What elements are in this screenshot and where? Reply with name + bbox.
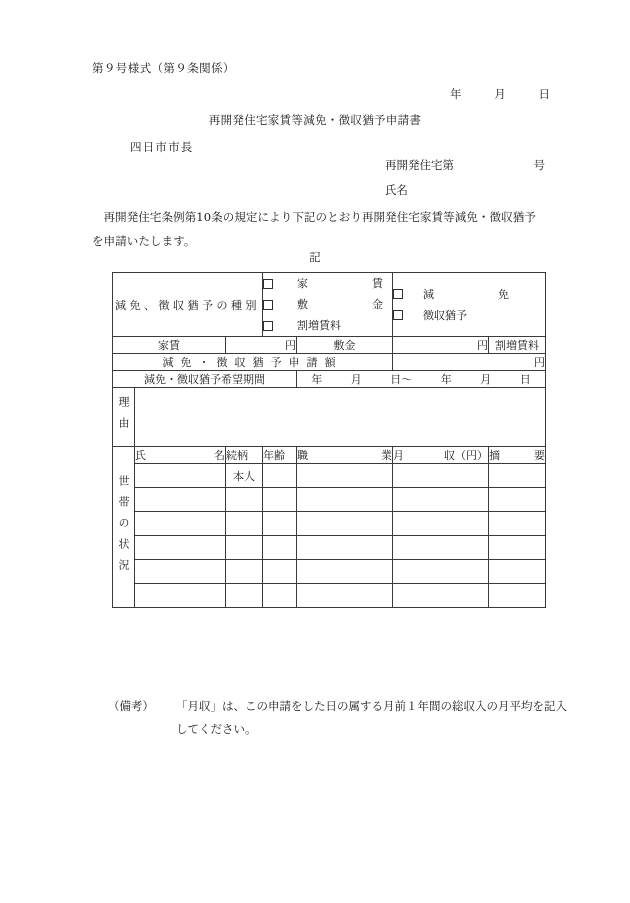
body-paragraph: 再開発住宅条例第10条の規定により下記のとおり再開発住宅家賃等減免・徴収猶予を申請いたします。	[92, 210, 536, 248]
header-name-left: 氏	[135, 449, 146, 462]
household-label-cell	[113, 447, 135, 608]
surcharge-label: 割増賃料	[489, 337, 546, 354]
application-table	[112, 272, 546, 608]
reason-input[interactable]	[135, 388, 546, 447]
footnote-line2: してください。	[176, 722, 257, 736]
cell-name[interactable]	[135, 488, 226, 512]
cell-occupation[interactable]	[297, 464, 393, 488]
reason-label: 理由	[117, 396, 130, 438]
cell-name[interactable]	[135, 584, 226, 608]
cell-remarks[interactable]	[489, 560, 546, 584]
cell-age[interactable]	[263, 584, 297, 608]
cell-name[interactable]	[135, 512, 226, 536]
document-title: 再開発住宅家賃等減免・徴収猶予申請書	[208, 113, 422, 127]
cell-remarks[interactable]	[489, 488, 546, 512]
date-day-label: 日	[538, 87, 550, 101]
cell-occupation[interactable]	[297, 488, 393, 512]
cell-age[interactable]	[263, 488, 297, 512]
header-relation: 続柄	[226, 447, 263, 464]
header-name-right: 名	[214, 449, 225, 462]
period-from-day: 日〜	[390, 373, 413, 386]
header-income	[393, 447, 489, 464]
cell-relation[interactable]: 本人	[226, 464, 263, 488]
cell-age[interactable]	[263, 536, 297, 560]
cell-income[interactable]	[393, 464, 489, 488]
table-row	[113, 560, 546, 584]
cell-income[interactable]	[393, 560, 489, 584]
type-option-deferment[interactable]	[393, 305, 545, 326]
cell-relation[interactable]	[226, 536, 263, 560]
housing-number-unit: 号	[533, 158, 545, 172]
period-from-year: 年	[311, 373, 323, 386]
cell-age[interactable]	[263, 512, 297, 536]
header-income-right: 収（円）	[444, 449, 489, 462]
cell-income[interactable]	[393, 536, 489, 560]
cell-occupation[interactable]	[297, 560, 393, 584]
rent-label: 家賃	[113, 337, 226, 354]
cell-occupation[interactable]	[297, 536, 393, 560]
checkbox-icon[interactable]	[263, 321, 273, 331]
applicant-name-label: 氏名	[385, 183, 408, 197]
cell-remarks[interactable]	[489, 512, 546, 536]
header-occupation-right: 業	[381, 449, 393, 462]
table-row	[113, 584, 546, 608]
period-row	[113, 371, 546, 388]
deposit-label: 敷金	[297, 337, 393, 354]
type-options-group	[393, 273, 546, 337]
cell-income[interactable]	[393, 584, 489, 608]
period-input[interactable]	[297, 371, 546, 388]
checkbox-icon[interactable]	[393, 310, 403, 320]
table-row	[113, 512, 546, 536]
period-to-month: 月	[480, 373, 492, 386]
date-month-label: 月	[494, 87, 506, 101]
apply-amount-row	[113, 354, 546, 371]
header-income-left: 月	[393, 449, 405, 462]
table-row	[113, 464, 546, 488]
household-label: 世帯の状況	[117, 474, 130, 580]
type-option-reduction[interactable]	[393, 284, 545, 305]
cell-occupation[interactable]	[297, 512, 393, 536]
cell-income[interactable]	[393, 512, 489, 536]
kind-label: 減免、徴収猶予の種別	[113, 273, 263, 337]
footnote-label: （備考）	[108, 699, 154, 713]
kind-option-surcharge[interactable]	[263, 315, 392, 336]
cell-remarks[interactable]	[489, 464, 546, 488]
reason-label-cell	[113, 388, 135, 447]
cell-occupation[interactable]	[297, 584, 393, 608]
footnote-line1: 「月収」は、この申請をした日の属する月前１年間の総収入の月平均を記入	[176, 699, 567, 713]
addressee: 四日市市長	[130, 140, 194, 154]
date-year-label: 年	[450, 87, 462, 101]
kind-option-label: 敷 金	[297, 298, 398, 311]
header-remarks-right: 要	[534, 449, 546, 462]
table-row	[113, 536, 546, 560]
header-name	[135, 447, 226, 464]
kind-row	[113, 273, 546, 337]
header-occupation	[297, 447, 393, 464]
checkbox-icon[interactable]	[393, 289, 403, 299]
cell-age[interactable]	[263, 464, 297, 488]
type-option-label: 減 免	[423, 287, 524, 301]
cell-relation[interactable]	[226, 512, 263, 536]
kind-option-label: 家 賃	[297, 277, 398, 290]
cell-age[interactable]	[263, 560, 297, 584]
cell-name[interactable]	[135, 464, 226, 488]
kind-option-rent[interactable]	[263, 273, 398, 294]
checkbox-icon[interactable]	[263, 300, 273, 310]
form-number: 第９号様式（第９条関係）	[92, 61, 235, 75]
period-to-day: 日	[519, 373, 531, 386]
deposit-input[interactable]: 円	[393, 337, 489, 354]
checkbox-icon[interactable]	[263, 279, 273, 289]
apply-amount-label: 減免・徴収猶予申請額	[113, 354, 393, 371]
period-label: 減免・徴収猶予希望期間	[113, 371, 297, 388]
date-line	[450, 86, 550, 102]
header-remarks	[489, 447, 546, 464]
amounts-row	[113, 337, 546, 354]
cell-relation[interactable]	[226, 488, 263, 512]
table-row	[113, 488, 546, 512]
header-remarks-left: 摘	[489, 449, 501, 462]
household-header-row	[113, 447, 546, 464]
type-option-label: 徴収猶予	[423, 308, 468, 322]
kind-option-label: 割増賃料	[297, 319, 342, 332]
cell-income[interactable]	[393, 488, 489, 512]
cell-remarks[interactable]	[489, 584, 546, 608]
housing-number-line	[385, 157, 545, 173]
cell-relation[interactable]	[226, 584, 263, 608]
footnote	[108, 695, 578, 741]
reason-row	[113, 388, 546, 447]
period-from-month: 月	[350, 373, 362, 386]
kind-options-group	[263, 273, 398, 337]
cell-remarks[interactable]	[489, 536, 546, 560]
header-age: 年齢	[263, 447, 297, 464]
ki-mark: 記	[309, 250, 321, 264]
period-to-year: 年	[440, 373, 452, 386]
cell-name[interactable]	[135, 536, 226, 560]
kind-option-deposit[interactable]	[263, 294, 398, 315]
rent-input[interactable]: 円	[226, 337, 297, 354]
cell-name[interactable]	[135, 560, 226, 584]
cell-relation[interactable]	[226, 560, 263, 584]
header-occupation-left: 職	[297, 449, 309, 462]
apply-amount-input[interactable]: 円	[393, 354, 546, 371]
housing-number-label: 再開発住宅第	[385, 158, 454, 172]
